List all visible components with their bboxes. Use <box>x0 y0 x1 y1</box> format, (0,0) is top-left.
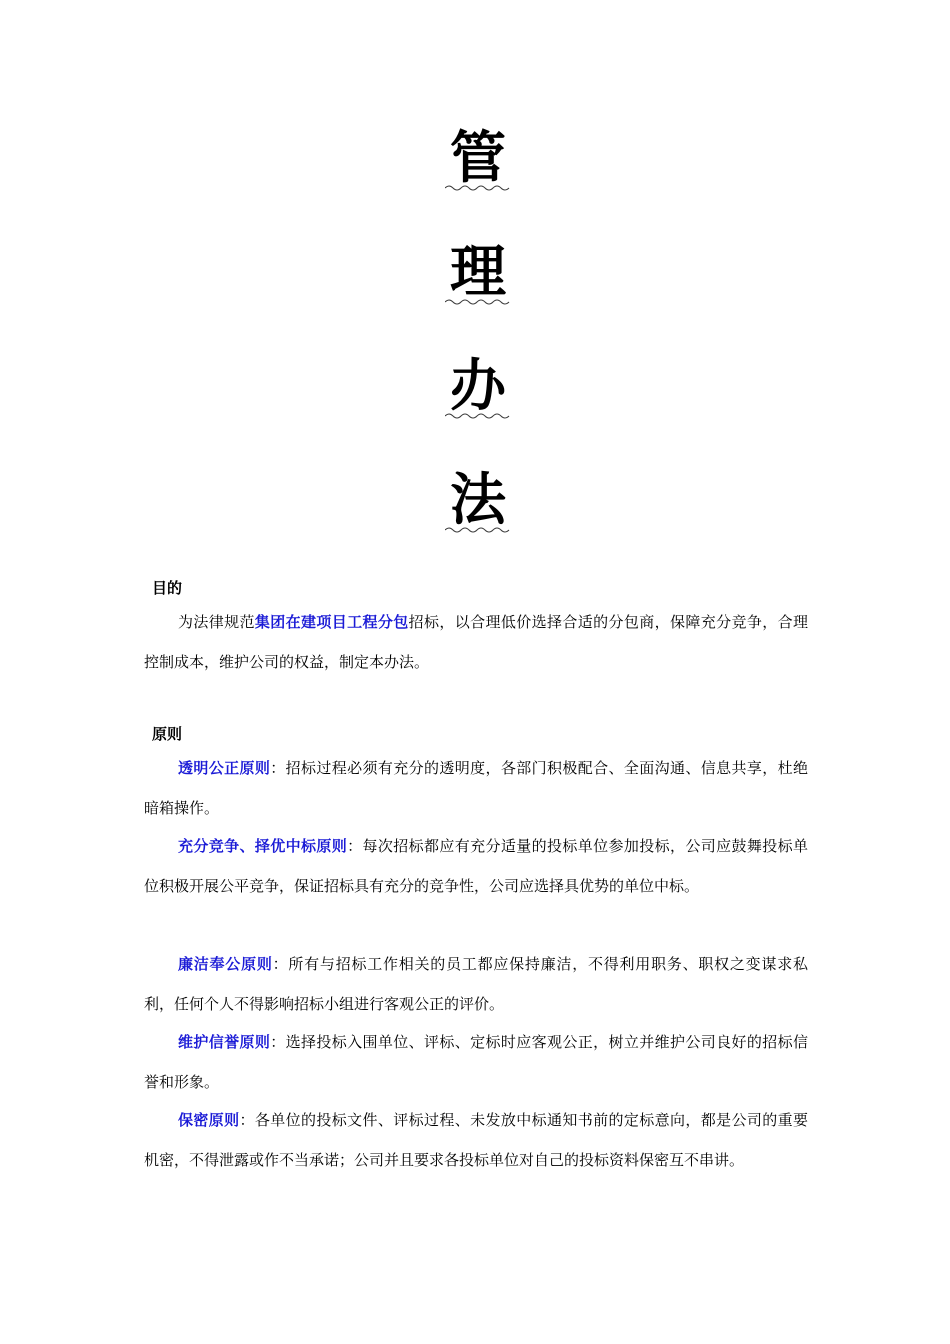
title-char-2 <box>445 242 511 314</box>
spellcheck-squiggle-icon <box>445 298 511 306</box>
title-char-text: 理 <box>450 240 506 305</box>
purpose-paragraph <box>144 602 808 682</box>
spellcheck-squiggle-icon <box>445 184 511 192</box>
spellcheck-squiggle-icon <box>445 412 511 420</box>
purpose-highlight: 集团在建项目工程分包 <box>254 613 409 631</box>
principle-text: ：选择投标入围单位、评标、定标时应客观公正，树立并维护公司良好的招标信誉和形象。 <box>144 1033 808 1091</box>
principle-text: ：各单位的投标文件、评标过程、未发放中标通知书前的定标意向，都是公司的重要机密，不得泄露或作不当承诺；公司并且要求各投标单位对自己的投标资料保密互不串讲。 <box>144 1111 808 1169</box>
section-heading-principles: 原则 <box>152 725 183 743</box>
principle-term: 透明公正原则 <box>178 759 271 777</box>
principle-term: 充分竞争、择优中标原则 <box>178 837 348 855</box>
title-char-text: 办 <box>450 354 506 419</box>
title-char-text: 管 <box>450 126 506 191</box>
principle-term: 廉洁奉公原则 <box>178 955 273 973</box>
principle-text: ：招标过程必须有充分的透明度，各部门积极配合、全面沟通、信息共享，杜绝暗箱操作。 <box>144 759 808 817</box>
principle-item-confidentiality <box>144 1100 808 1180</box>
principle-item-integrity <box>144 944 808 1024</box>
section-heading-purpose: 目的 <box>152 579 183 597</box>
title-char-4 <box>445 470 511 542</box>
principle-item-transparency <box>144 748 808 828</box>
principle-item-reputation <box>144 1022 808 1102</box>
title-char-1 <box>445 128 511 200</box>
principle-text: ：所有与招标工作相关的员工都应保持廉洁，不得利用职务、职权之变谋求私利，任何个人不得影响招标小组进行客观公正的评价。 <box>144 955 808 1013</box>
purpose-text-prefix: 为法律规范 <box>178 613 255 631</box>
title-char-3 <box>445 356 511 428</box>
principle-term: 维护信誉原则 <box>178 1033 271 1051</box>
principle-item-competition <box>144 826 808 906</box>
spellcheck-squiggle-icon <box>445 526 511 534</box>
principle-term: 保密原则 <box>178 1111 240 1129</box>
principle-text: ：每次招标都应有充分适量的投标单位参加投标，公司应鼓舞投标单位积极开展公平竞争，保证招标具有充分的竞争性，公司应选择具优势的单位中标。 <box>144 837 808 895</box>
purpose-text-rest: 招标，以合理低价选择合适的分包商，保障充分竞争，合理控制成本，维护公司的权益，制定本办法。 <box>144 613 808 671</box>
title-char-text: 法 <box>450 468 506 533</box>
